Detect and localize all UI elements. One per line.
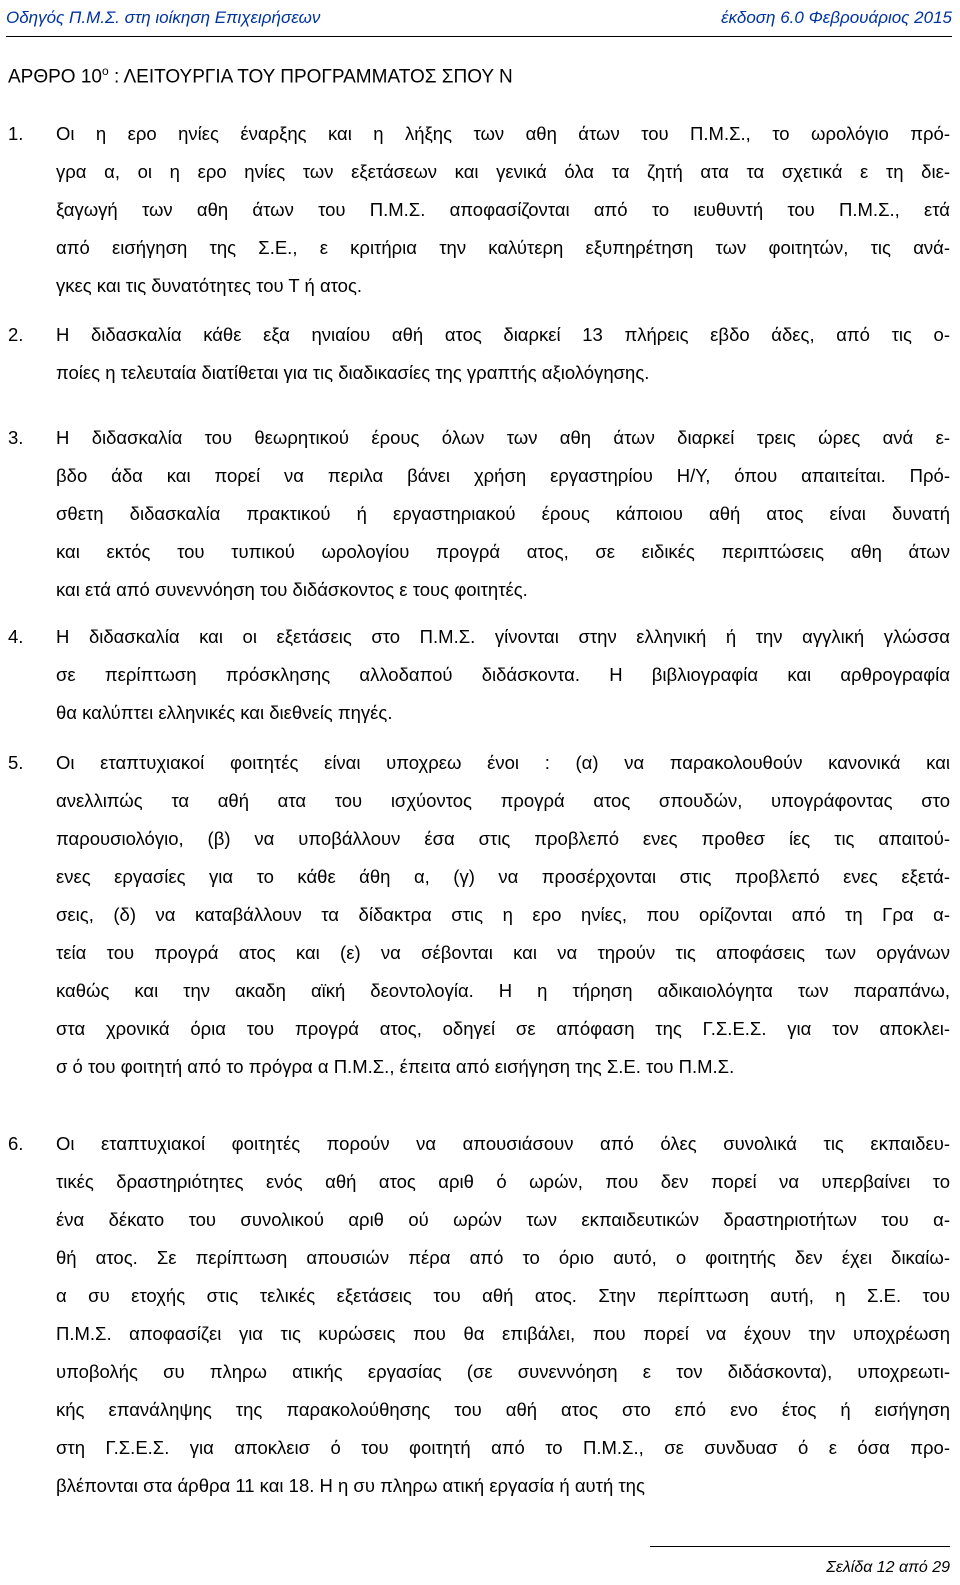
paragraph-line: υποβολής συ πληρω ατικής εργασίας (σε συνεννόηση ε τον διδάσκοντα), υποχρεωτι-: [56, 1361, 950, 1382]
page-footer: [650, 1546, 950, 1585]
paragraph-number: 3.: [8, 427, 24, 448]
paragraph-line: θα καλύπτει ελληνικές και διεθνείς πηγές.: [56, 702, 393, 723]
paragraph-line: θή ατος. Σε περίπτωση απουσιών πέρα από το όριο αυτό, ο φοιτητής δεν έχει δικαίω-: [56, 1247, 950, 1268]
paragraph-line: Η διδασκαλία κάθε εξα ηνιαίου αθή ατος διαρκεί 13 πλήρεις εβδο άδες, από τις ο-: [56, 324, 950, 345]
paragraph-line: από εισήγηση της Σ.Ε., ε κριτήρια την καλύτερη εξυπηρέτηση των φοιτητών, τις ανά-: [56, 237, 950, 258]
paragraph-line: καθώς και την ακαδη αϊκή δεοντολογία. Η η τήρηση αδικαιολόγητα των παραπάνω,: [56, 980, 950, 1001]
paragraph-line: στη Γ.Σ.Ε.Σ. για αποκλεισ ό του φοιτητή από το Π.Μ.Σ., σε συνδυασ ό ε όσα προ-: [56, 1437, 950, 1458]
paragraph-line: Η διδασκαλία του θεωρητικού έρους όλων των αθη άτων διαρκεί τρεις ώρες ανά ε-: [56, 427, 950, 448]
paragraph-line: ξαγωγή των αθη άτων του Π.Μ.Σ. αποφασίζονται από το ιευθυντή του Π.Μ.Σ., ετά: [56, 199, 950, 220]
paragraph-number: 2.: [8, 324, 24, 345]
paragraph-number: 5.: [8, 752, 24, 773]
paragraph-number: 1.: [8, 123, 24, 144]
paragraph-line: α συ ετοχής στις τελικές εξετάσεις του αθή ατος. Στην περίπτωση αυτή, η Σ.Ε. του: [56, 1285, 950, 1306]
paragraph-line: σε περίπτωση πρόσκλησης αλλοδαπού διδάσκοντα. Η βιβλιογραφία και αρθρογραφία: [56, 664, 950, 685]
paragraph-line: Οι εταπτυχιακοί φοιτητές πορούν να απουσιάσουν από όλες συνολικά τις εκπαιδευ-: [56, 1133, 950, 1154]
paragraph-line: Οι εταπτυχιακοί φοιτητές είναι υποχρεω ένοι : (α) να παρακολουθούν κανονικά και: [56, 752, 950, 773]
paragraph-line: Π.Μ.Σ. αποφασίζει για τις κυρώσεις που θα επιβάλει, που πορεί να έχουν την υποχρέωση: [56, 1323, 950, 1344]
paragraph-line: σθετη διδασκαλία πρακτικού ή εργαστηριακού έρους κάποιου αθή ατος είναι δυνατή: [56, 503, 950, 524]
paragraph-line: στα χρονικά όρια του προγρά ατος, οδηγεί σε απόφαση της Γ.Σ.Ε.Σ. για τον αποκλει-: [56, 1018, 950, 1039]
paragraph-line: και εκτός του τυπικού ωρολογίου προγρά ατος, σε ειδικές περιπτώσεις αθη άτων: [56, 541, 950, 562]
article-title: ΑΡΘΡΟ $10^o$ : ΛΕΙΤΟΥΡΓΙΑ ΤΟΥ ΠΡΟΓΡΑΜΜΑΤΟΣ ΣΠΟΥ Ν: [8, 64, 513, 88]
paragraph-number: 6.: [8, 1133, 24, 1154]
paragraph-line: ένα δέκατο του συνολικού αριθ ού ωρών των εκπαιδευτικών δραστηριοτήτων του α-: [56, 1209, 950, 1230]
paragraph-line: γκες και τις δυνατότητες του Τ ή ατος.: [56, 275, 363, 296]
paragraph-line: βλέπονται στα άρθρα 11 και 18. Η η συ πληρω ατική εργασία ή αυτή της: [56, 1475, 645, 1496]
paragraph-line: ενες εργασίες για το κάθε άθη α, (γ) να προσέρχονται στις προβλεπό ενες εξετά-: [56, 866, 950, 887]
paragraph-line: βδο άδα και πορεί να περιλα βάνει χρήση εργαστηρίου Η/Υ, όπου απαιτείται. Πρό-: [56, 465, 950, 486]
page-number: Σελίδα 12 από 29: [826, 1559, 950, 1576]
header-document-title: Οδηγός Π.Μ.Σ. στη ιοίκηση Επιχειρήσεων: [6, 8, 321, 27]
paragraph-line: παρουσιολόγιο, (β) να υποβάλλουν έσα στις προβλεπό ενες προθεσ ίες τις απαιτού-: [56, 828, 950, 849]
paragraph-line: ποίες η τελευταία διατίθεται για τις διαδικασίες της γραπτής αξιολόγησης.: [56, 362, 650, 383]
paragraph-line: κής επανάληψης της παρακολούθησης του αθή ατος στο επό ενο έτος ή εισήγηση: [56, 1399, 950, 1420]
paragraph-line: γρα α, οι η ερο ηνίες των εξετάσεων και γενικά όλα τα ζητή ατα τα σχετικά ε τη διε-: [56, 161, 950, 182]
paragraph-line: Η διδασκαλία και οι εξετάσεις στο Π.Μ.Σ. γίνονται στην ελληνική ή την αγγλική γλώσσα: [56, 626, 950, 647]
header-edition: έκδοση 6.0 Φεβρουάριος 2015: [721, 8, 952, 27]
paragraph-line: ανελλιπώς τα αθή ατα του ισχύοντος προγρά ατος σπουδών, υπογράφοντας στο: [56, 790, 950, 811]
paragraph-line: σ ό του φοιτητή από το πρόγρα α Π.Μ.Σ., έπειτα από εισήγηση της Σ.Ε. του Π.Μ.Σ.: [56, 1056, 735, 1077]
paragraph-line: σεις, (δ) να καταβάλλουν τα δίδακτρα στις η ερο ηνίες, που ορίζονται από τη Γρα α-: [56, 904, 950, 925]
page-header: [6, 2, 952, 37]
paragraph-line: Οι η ερο ηνίες έναρξης και η λήξης των αθη άτων του Π.Μ.Σ., το ωρολόγιο πρό-: [56, 123, 950, 144]
paragraph-line: τικές δραστηριότητες ενός αθή ατος αριθ ό ωρών, που δεν πορεί να υπερβαίνει το: [56, 1171, 950, 1192]
paragraph-line: τεία του προγρά ατος και (ε) να σέβονται και να τηρούν τις αποφάσεις των οργάνων: [56, 942, 950, 963]
paragraph-line: και ετά από συνεννόηση του διδάσκοντος ε τους φοιτητές.: [56, 579, 528, 600]
paragraph-number: 4.: [8, 626, 24, 647]
